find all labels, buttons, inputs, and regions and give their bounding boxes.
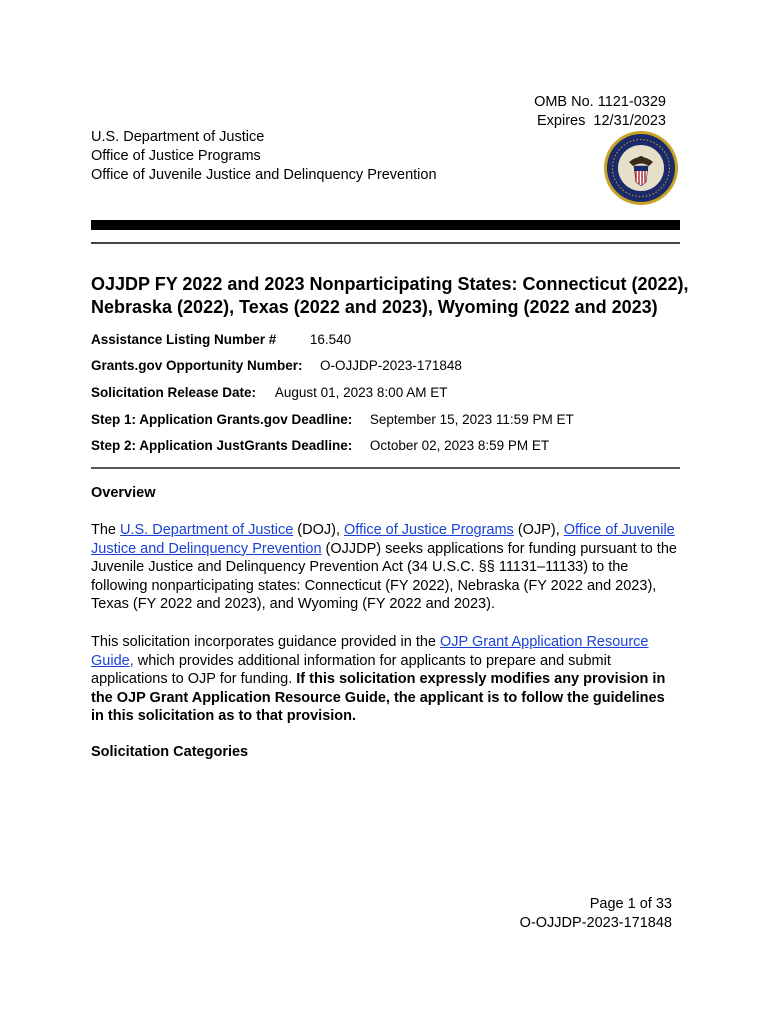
p1-text-b: (OJP), [513, 522, 564, 538]
header-thin-rule [91, 242, 680, 244]
page-number: Page 1 of 33 [589, 896, 672, 912]
title-line-2: Nebraska (2022), Texas (2022 and 2023), Wyoming (2022 and 2023) [91, 297, 658, 317]
release-label: Solicitation Release Date: [91, 385, 257, 400]
solicitation-categories-heading: Solicitation Categories [91, 744, 249, 760]
ojjdp-link[interactable]: Office of Juvenile Justice and Delinquency Prevention [91, 522, 675, 557]
opportunity-row [91, 357, 462, 375]
p2-text-a: This solicitation incorporates guidance provided in the [91, 634, 441, 650]
opportunity-value: O-OJJDP-2023-171848 [320, 358, 462, 373]
p1-text-c: (OJJDP) seeks applications for funding pursuant to the Juvenile Justice and Delinquency Prevention Act (34 U.S.C. §§ 11131–11133) to the following nonparticipating states: Connecticut (FY 2022), Nebraska (FY 2022 and 2023), Texas (FY 2022 and 2023), and Wyoming (FY 2022 and 2023). [91, 540, 677, 613]
resource-guide-link[interactable]: OJP Grant Application Resource Guide, [91, 634, 649, 669]
page-footer [520, 895, 672, 933]
overview-heading: Overview [91, 485, 156, 501]
header-thick-bar [91, 220, 680, 230]
footer-solicitation-id: O-OJJDP-2023-171848 [519, 915, 672, 931]
title-line-1: OJJDP FY 2022 and 2023 Nonparticipating States: Connecticut (2022), [91, 274, 689, 294]
release-value: August 01, 2023 8:00 AM ET [274, 385, 448, 400]
omb-block [534, 93, 666, 131]
step1-label: Step 1: Application Grants.gov Deadline: [91, 412, 353, 427]
agency-ojjdp: Office of Juvenile Justice and Delinquency Prevention [91, 167, 437, 183]
step1-row [91, 411, 574, 429]
step2-value: October 02, 2023 8:59 PM ET [369, 438, 550, 453]
agency-doj: U.S. Department of Justice [91, 129, 265, 145]
overview-paragraph [91, 521, 681, 614]
opportunity-label: Grants.gov Opportunity Number: [91, 358, 303, 373]
assistance-value: 16.540 [309, 332, 352, 347]
p1-text-the: The [91, 522, 121, 538]
release-date-row [91, 384, 447, 402]
p2-bold-text: If this solicitation expressly modifies any provision in the OJP Grant Application Resource Guide, the applicant is to follow the guidelines in this solicitation as to that provision. [91, 671, 666, 725]
ojp-link[interactable]: Office of Justice Programs [344, 522, 514, 538]
doj-link[interactable]: U.S. Department of Justice [120, 522, 294, 538]
agency-block [91, 128, 437, 185]
section-rule [91, 467, 680, 469]
omb-expires: Expires 12/31/2023 [537, 113, 666, 129]
p1-text-a: (DOJ), [293, 522, 345, 538]
agency-ojp: Office of Justice Programs [91, 148, 261, 164]
step2-row [91, 437, 549, 455]
assistance-label: Assistance Listing Number # [91, 332, 277, 347]
step1-value: September 15, 2023 11:59 PM ET [369, 412, 574, 427]
step2-label: Step 2: Application JustGrants Deadline: [91, 438, 353, 453]
doj-seal-icon [603, 130, 679, 206]
guidance-paragraph [91, 633, 681, 726]
assistance-listing-row [91, 331, 351, 349]
omb-number: OMB No. 1121-0329 [534, 94, 666, 110]
page-title [91, 273, 691, 319]
p2-text-b: which provides additional information for applicants to prepare and submit applications to OJP for funding. [91, 652, 611, 688]
